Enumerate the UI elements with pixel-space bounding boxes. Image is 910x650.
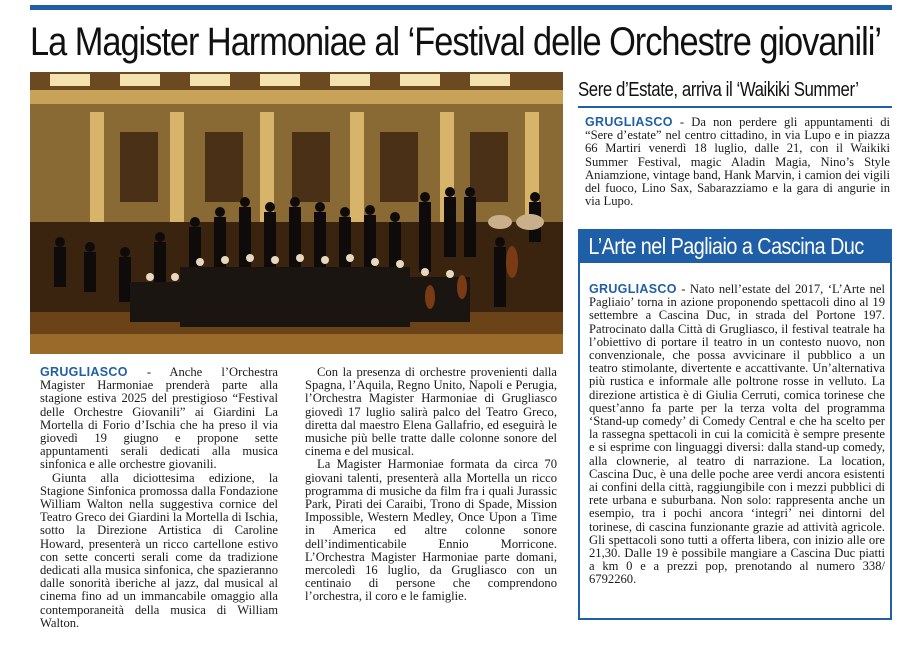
main-headline: La Magister Harmoniae al ‘Festival delle Orchestre giovanili’ <box>30 20 881 64</box>
sidebar2-paragraph: GRUGLIASCO - Nato nell’estate del 2017, ‘L’Arte nel Pagliaio’ torna in azione proponendo spettacoli dino al 19 settembre a Cascina Duc, in strada del Portone 197. Patrocinato dalla Città di Grugliasco, il festival teatrale ha l’obiettivo di portare il teatro in un contesto nuovo, non convenzionale, che possa avvicinare il pubblico a un teatro stimolante, divertente e accattivante. Un’alternativa più rustica e informale alle poltrone rosse in velluto. La direzione artistica è di Giulia Cerruti, comica torinese che quest’anno fa parte per la terza volta del programma ‘Stand-up comedy’ di Comedy Central e che ha scelto per la rassegna spettacoli in cui la comicità è sempre presente e si esprime con linguaggi diversi: dalla stand-up comedy, alla clownerie, al teatro di narrazione. La location, Cascina Duc, è una delle poche aree verdi ancora esistenti ai confini della città, raggiungibile con i mezzi pubblici di rete urbana e suburbana. Non solo: rappresenta anche un esempio, tra i pochi ancora ‘integri’ nei dintorni del torinese, di cascina funzionante grazie ad attività agricole. Gli spettacoli sono tutti a offerta libera, con inizio alle ore 21,30. Dalle 19 è possibile mangiare a Cascina Duc piatti a km 0 e a prezzi pop, prenotando al numero 338/ 6792260. <box>589 282 885 587</box>
main-article-paragraph: La Magister Harmoniae formata da circa 70 giovani talenti, presenterà alla Mortella un ricco programma di musiche da film fra i quali Jurassic Park, Pirati dei Caraibi, Trono di Spade, Mission Impossible, Western Medley, Once Upon a Time in America ed altre colonne sonore dell’indimenticabile Ennio Morricone. L’Orchestra Magister Harmoniae parte domani, mercoledì 16 luglio, da Grugliasco con un centinaio di persone che comprendono l’orchestra, il coro e le famiglie. <box>305 457 557 604</box>
main-article-col1 <box>40 366 278 630</box>
main-article-kicker: GRUGLIASCO <box>40 365 128 379</box>
sidebar1-title: Sere d’Estate, arriva il ‘Waikiki Summer’ <box>578 79 859 101</box>
main-article-paragraph: GRUGLIASCO - Anche l’Orchestra Magister Harmoniae prenderà parte alla stagione estiva 2025 del prestigioso “Festival delle Orchestre Giovanili” ai Giardini La Mortella di Forio d’Ischia che ha preso il via giovedì 19 giugno e propone sette appuntamenti serali dedicati alla musica sinfonica e alle orchestre giovanili. <box>40 365 278 472</box>
top-accent-bar <box>30 5 892 10</box>
main-article-col2 <box>305 366 557 604</box>
sidebar1-paragraph: GRUGLIASCO - Da non perdere gli appuntamenti di “Sere d’estate” nel centro cittadino, in via Lupo e in piazza 66 Martiri venerdì 18 luglio, dalle 21, con il Waikiki Summer Festival, magic Aladin Magia, Nino’s Style Aniamzione, vintage band, Hank Marvin, i camion dei vigili del fuoco, Lino Sax, Sabarazziamo e la gara di angurie in via Lupo. <box>585 115 890 209</box>
orchestra-photo-icon <box>30 72 563 354</box>
sidebar2-kicker: GRUGLIASCO <box>589 282 677 296</box>
sidebar2-body <box>589 283 885 587</box>
sidebar2-header <box>578 229 892 263</box>
sidebar1-body <box>585 116 890 208</box>
sidebar1-rule <box>578 106 892 108</box>
orchestra-photo <box>30 72 563 354</box>
main-article-paragraph: Giunta alla diciottesima edizione, la Stagione Sinfonica promossa dalla Fondazione William Walton nella suggestiva cornice del Teatro Greco dei Giardini la Mortella di Ischia, sotto la Direzione Artistica di Caroline Howard, presenterà un ricco cartellone estivo con sette concerti serali come da tradizione dedicati alla musica sinfonica, che spazieranno dalle sonorità iberiche al jazz, dal musical al cinema fino ad un immancabile omaggio alla contemporaneità della musica di William Walton. <box>40 470 278 630</box>
sidebar1-kicker: GRUGLIASCO <box>585 115 673 129</box>
sidebar2-title: L’Arte nel Pagliaio a Cascina Duc <box>588 233 864 259</box>
main-article-paragraph: Con la presenza di orchestre provenienti dalla Spagna, l’Aquila, Regno Unito, Napoli e Perugia, l’Orchestra Magister Harmoniae di Grugliasco giovedì 17 luglio salirà palco del Teatro Greco, diretta dal maestro Elena Gallafrio, ed eseguirà le musiche più belle tratte dalle colonne sonore del cinema e del musical. <box>305 365 557 459</box>
